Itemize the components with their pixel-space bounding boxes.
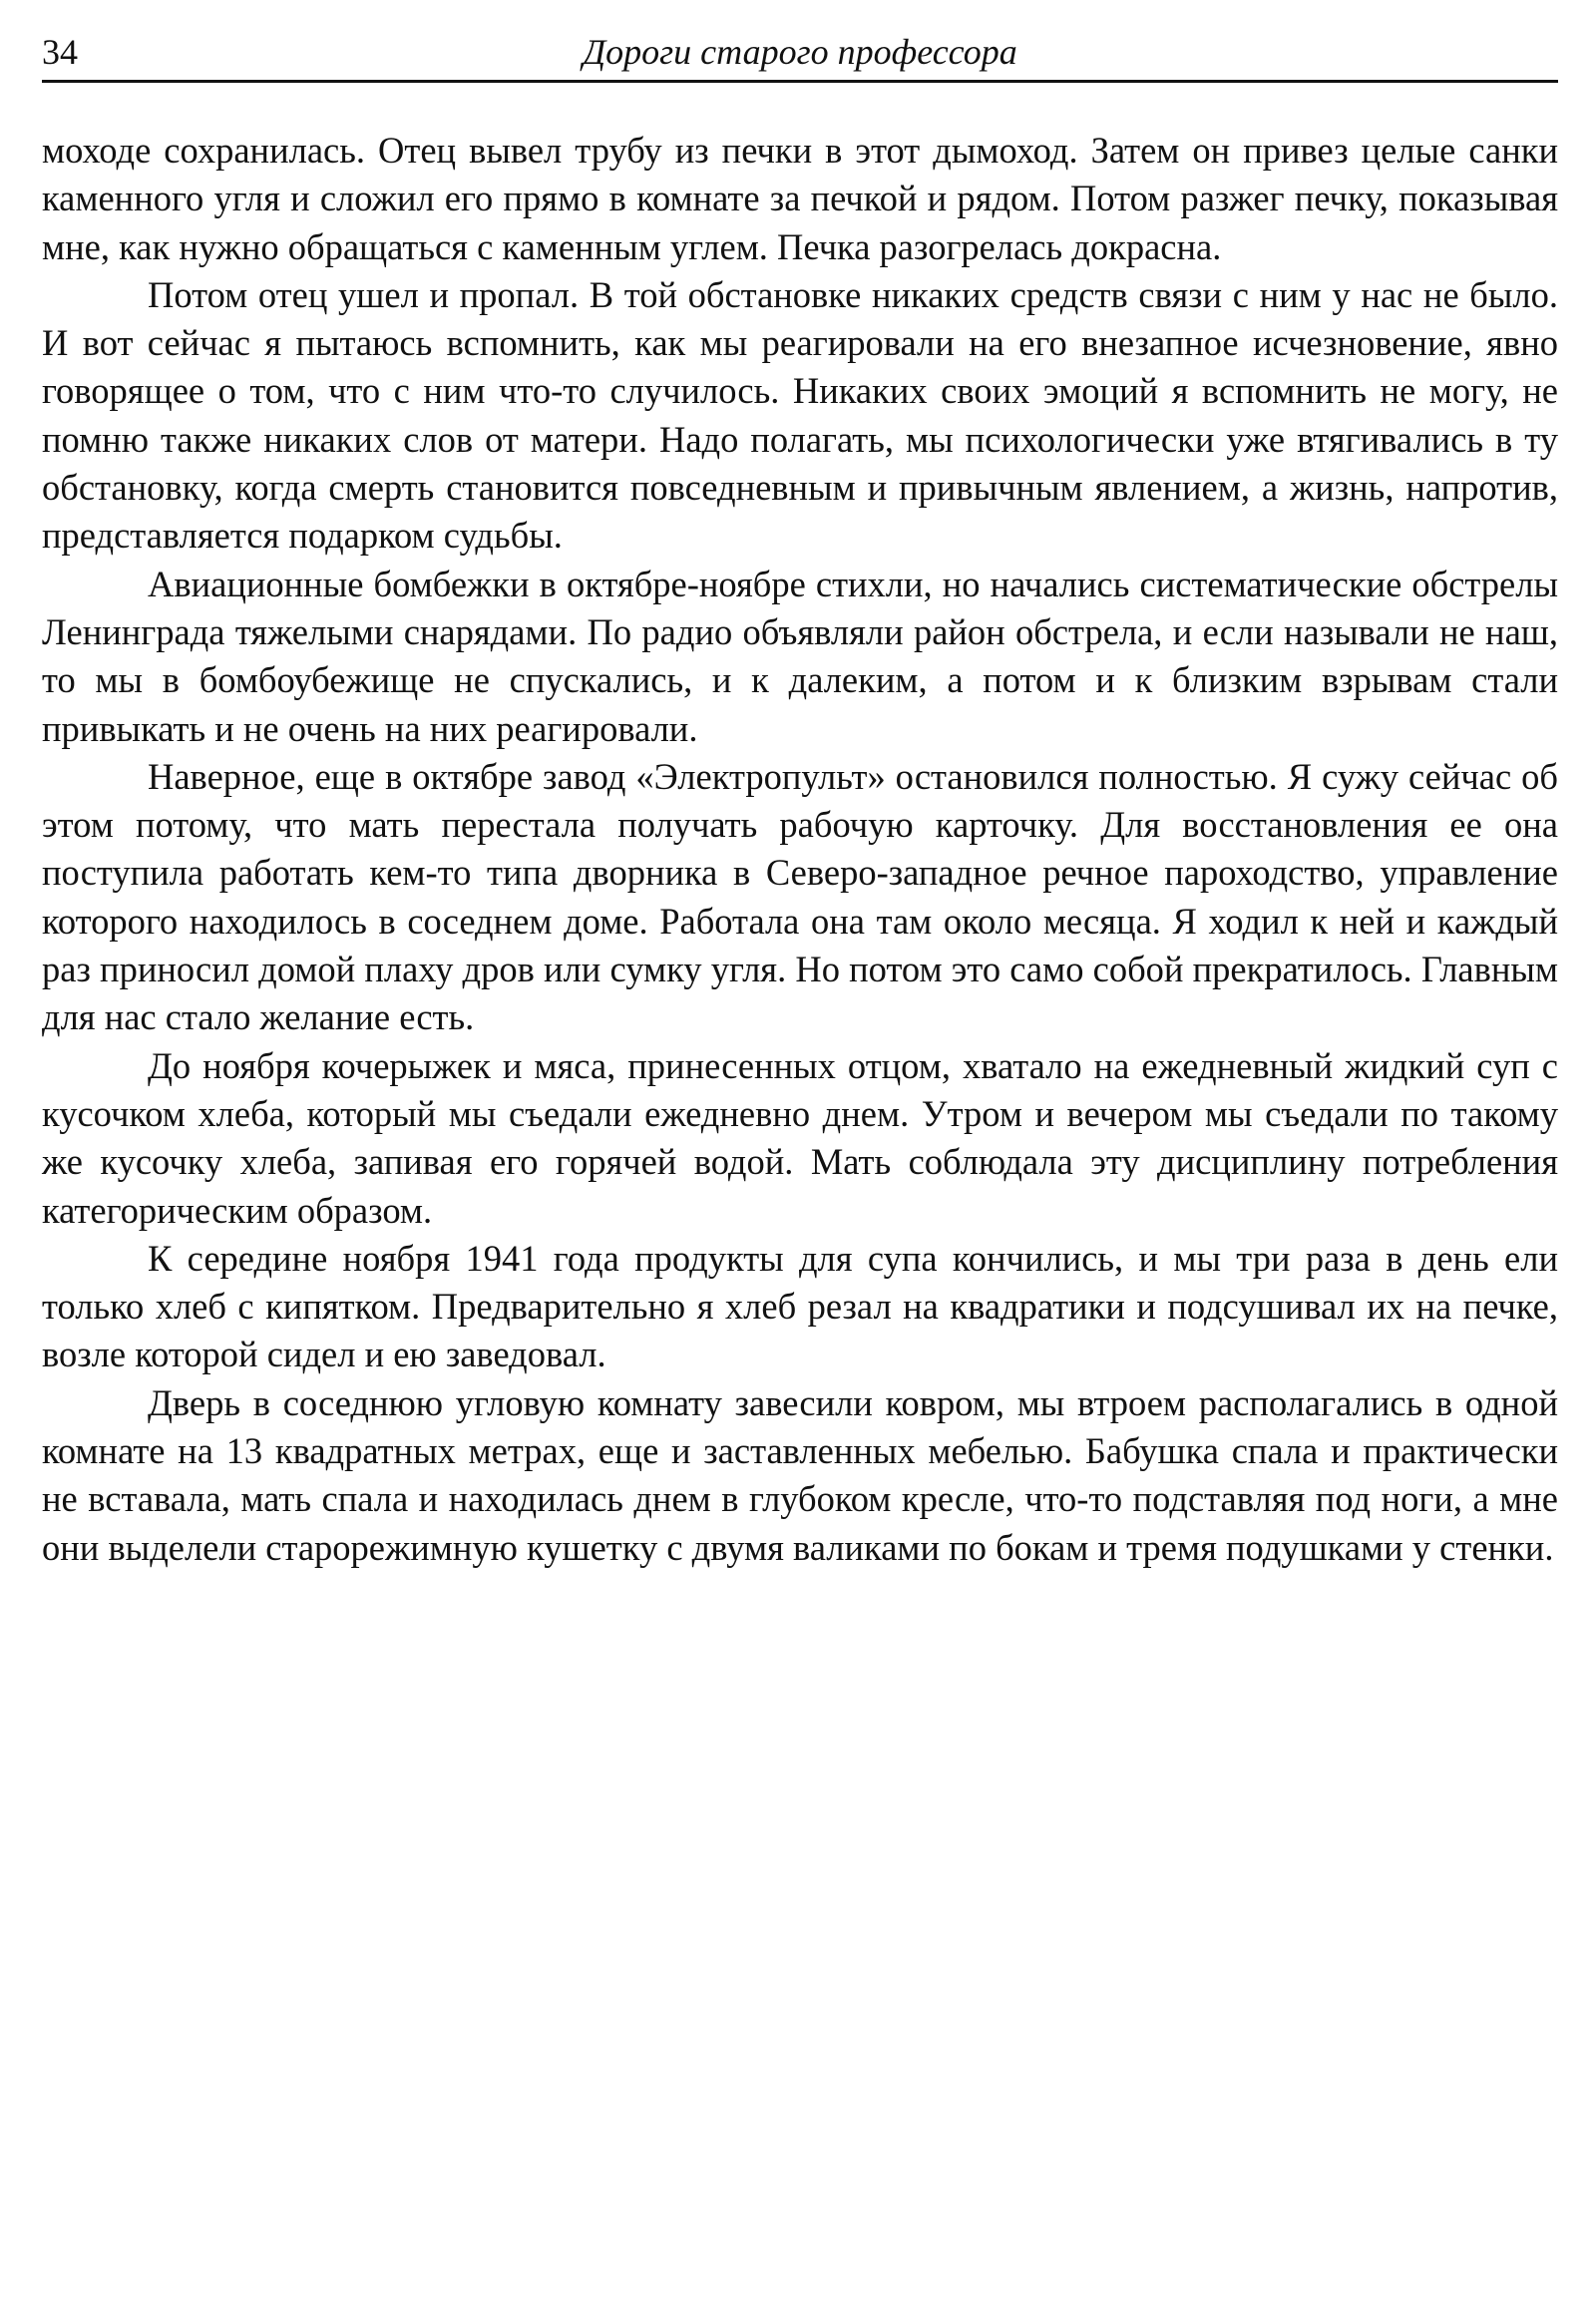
paragraph-6: К середине ноября 1941 года продукты для супа кончились, и мы три раза в день ели только хлеб с кипятком. Предварительно я хлеб резал на квадратики и подсушивал их на печке, возле которой сидел и ею заведовал. <box>42 1237 1558 1375</box>
page-header <box>42 30 1558 83</box>
page-number: 34 <box>42 32 78 72</box>
paragraph-5: До ноября кочерыжек и мяса, принесенных отцом, хватало на ежедневный жидкий суп с кусочком хлеба, который мы съедали ежедневно днем. Утром и вечером мы съедали по такому же кусочку хлеба, запивая его горячей водой. Мать соблюдала эту дисциплину потребления категорическим образом. <box>42 1044 1558 1231</box>
running-title: Дороги старого профессора <box>583 32 1017 72</box>
paragraph-4: Наверное, еще в октябре завод «Электропульт» остановился полностью. Я сужу сейчас об этом потому, что мать перестала получать рабочую карточку. Для восстановления ее она поступила работать кем-то типа дворника в Северо-западное речное пароходство, управление которого находилось в соседнем доме. Работала она там около месяца. Я ходил к ней и каждый раз приносил домой плаху дров или сумку угля. Но потом это само собой прекратилось. Главным для нас стало желание есть. <box>42 755 1558 1038</box>
paragraph-3: Авиационные бомбежки в октябре-ноябре стихли, но начались систематические обстрелы Ленинграда тяжелыми снарядами. По радио объявляли район обстрела, и если называли не наш, то мы в бомбоубежище не спускались, и к далеким, а потом и к близким взрывам стали привыкать и не очень на них реагировали. <box>42 563 1558 749</box>
paragraph-1: моходе сохранилась. Отец вывел трубу из печки в этот дымоход. Затем он привез целые санки каменного угля и сложил его прямо в комнате за печкой и рядом. Потом разжег печку, показывая мне, как нужно обращаться с каменным углем. Печка разогрелась докрасна. <box>42 130 1558 267</box>
paragraph-2: Потом отец ушел и пропал. В той обстановке никаких средств связи с ним у нас не было. И вот сейчас я пытаюсь вспомнить, как мы реагировали на его внезапное исчезновение, явно говорящее о том, что с ним что-то случилось. Никаких своих эмоций я вспомнить не могу, не помню также никаких слов от матери. Надо полагать, мы психологически уже втягивались в ту обстановку, когда смерть становится повседневным и привычным явлением, а жизнь, напротив, представляется подарком судьбы. <box>42 273 1558 557</box>
body-text <box>42 127 1558 1572</box>
book-page <box>42 30 1558 1572</box>
paragraph-7: Дверь в соседнюю угловую комнату завесили ковром, мы втроем располагались в одной комнате на 13 квадратных метрах, еще и заставленных мебелью. Бабушка спала и практически не вставала, мать спала и находилась днем в глубоком кресле, что-то подставляя под ноги, а мне они выделели старорежимную кушетку с двумя валиками по бокам и тремя подушками у стенки. <box>42 1381 1558 1568</box>
